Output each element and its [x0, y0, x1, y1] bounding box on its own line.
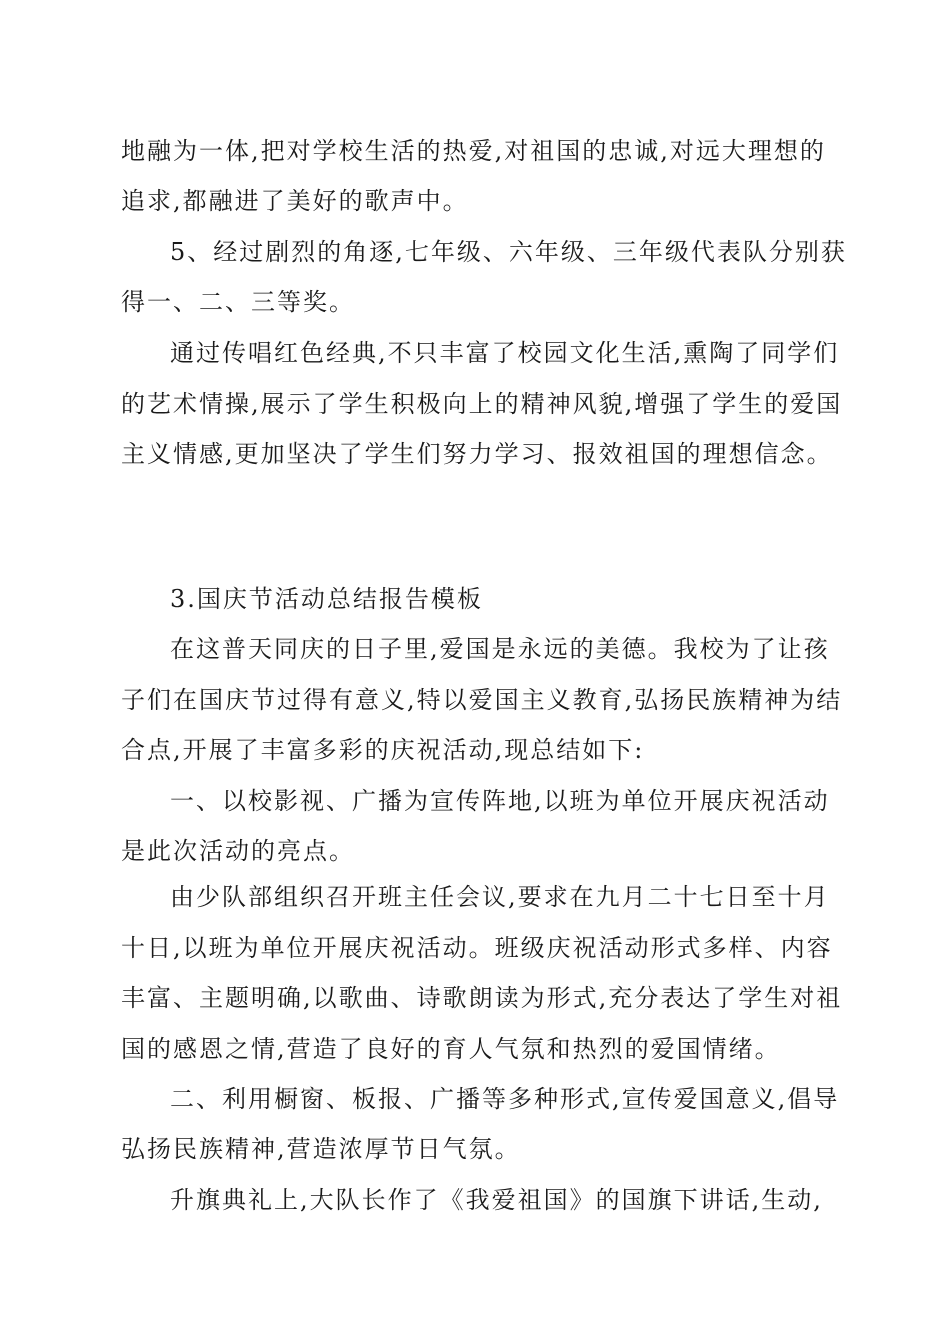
text-line: 弘扬民族精神,营造浓厚节日气氛。: [121, 1135, 521, 1163]
text-line: 通过传唱红色经典,不只丰富了校园文化生活,熏陶了同学们: [170, 339, 840, 367]
text-line: 二、利用橱窗、板报、广播等多种形式,宣传爱国意义,倡导: [170, 1085, 840, 1113]
text-line: 丰富、主题明确,以歌曲、诗歌朗读为形式,充分表达了学生对祖: [121, 984, 843, 1012]
text-line: 在这普天同庆的日子里,爱国是永远的美德。我校为了让孩: [170, 635, 830, 663]
text-line: 合点,开展了丰富多彩的庆祝活动,现总结如下:: [121, 736, 645, 764]
text-line: 由少队部组织召开班主任会议,要求在九月二十七日至十月: [170, 883, 830, 911]
text-line: 主义情感,更加坚决了学生们努力学习、报效祖国的理想信念。: [121, 440, 833, 468]
text-line: 得一、二、三等奖。: [121, 288, 355, 316]
text-line: 国的感恩之情,营造了良好的育人气氛和热烈的爱国情绪。: [121, 1035, 781, 1063]
text-line: 升旗典礼上,大队长作了《我爱祖国》的国旗下讲话,生动,: [170, 1186, 823, 1214]
text-line: 追求,都融进了美好的歌声中。: [121, 187, 469, 215]
text-line: 子们在国庆节过得有意义,特以爱国主义教育,弘扬民族精神为结: [121, 686, 843, 714]
text-line: 的艺术情操,展示了学生积极向上的精神风貌,增强了学生的爱国: [121, 390, 843, 418]
section-heading: 3.国庆节活动总结报告模板: [170, 585, 483, 613]
text-line: 十日,以班为单位开展庆祝活动。班级庆祝活动形式多样、内容: [121, 934, 833, 962]
text-line: 是此次活动的亮点。: [121, 837, 355, 865]
text-line: 地融为一体,把对学校生活的热爱,对祖国的忠诚,对远大理想的: [121, 137, 826, 165]
text-line: 一、以校影视、广播为宣传阵地,以班为单位开展庆祝活动: [170, 787, 830, 815]
text-line: 5、经过剧烈的角逐,七年级、六年级、三年级代表队分别获: [170, 238, 847, 266]
